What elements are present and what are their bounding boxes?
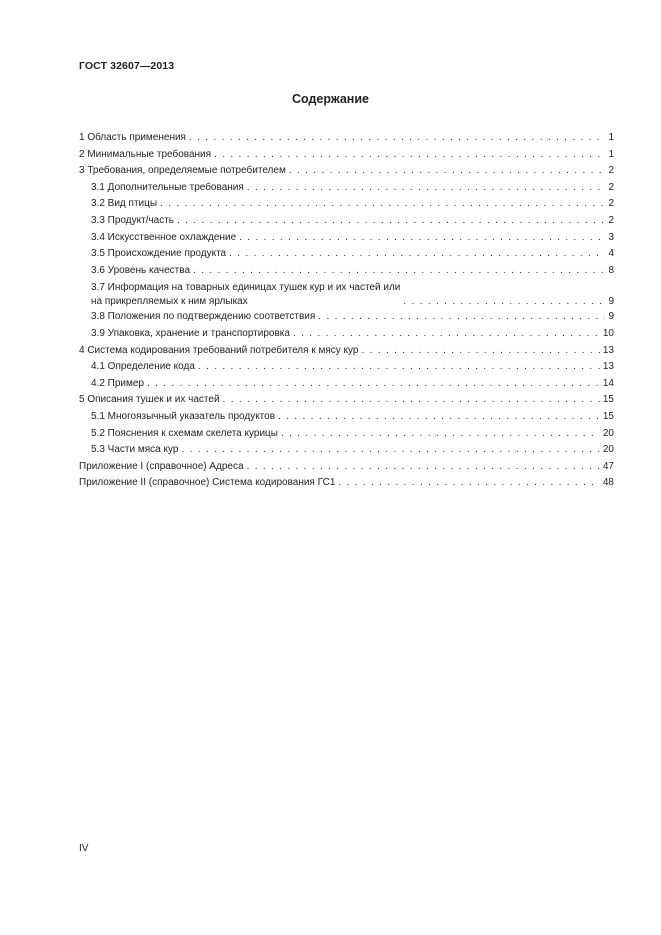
toc-entry-label: 3.5 Происхождение продукта xyxy=(91,248,227,260)
toc-entry-5-1[interactable] xyxy=(79,409,614,426)
toc-dot-leader xyxy=(214,147,605,164)
toc-entry-page: 8 xyxy=(608,264,614,276)
toc-entry-label: 4 Система кодирования требований потребителя к мясу кур xyxy=(79,344,359,356)
toc-entry-label: Приложение I (справочное) Адреса xyxy=(79,460,244,472)
toc-entry-page: 48 xyxy=(602,477,614,489)
toc-entry-page: 2 xyxy=(608,165,614,177)
toc-entry-5-2[interactable] xyxy=(79,426,614,443)
toc-entry-3[interactable] xyxy=(79,163,614,180)
toc-entry-4[interactable] xyxy=(79,343,614,360)
toc-entry-4-1[interactable] xyxy=(79,359,614,376)
toc-entry-label-line-1: 3.7 Информация на товарных единицах тушек кур и их частей или xyxy=(91,282,401,294)
toc-dot-leader xyxy=(229,246,605,263)
toc-entry-page: 20 xyxy=(602,427,614,439)
toc-entry-page: 4 xyxy=(608,248,614,260)
toc-entry-page: 1 xyxy=(608,148,614,160)
toc-dot-leader xyxy=(278,409,600,426)
toc-entry-page: 2 xyxy=(608,214,614,226)
toc-entry-3-6[interactable] xyxy=(79,263,614,280)
toc-dot-leader xyxy=(223,392,600,409)
toc-entry-label: 3.8 Положения по подтверждению соответствия xyxy=(91,311,316,323)
toc-entry-appendix-2[interactable] xyxy=(79,475,614,492)
toc-entry-label: 3.1 Дополнительные требования xyxy=(91,181,244,193)
toc-dot-leader xyxy=(247,180,606,197)
toc-dot-leader xyxy=(189,130,605,147)
toc-dot-leader xyxy=(147,376,600,393)
page-number: IV xyxy=(79,843,89,854)
toc-entry-label: 5.3 Части мяса кур xyxy=(91,444,179,456)
toc-dot-leader xyxy=(293,326,600,343)
toc-entry-2[interactable] xyxy=(79,147,614,164)
toc-entry-label: 4.1 Определение кода xyxy=(91,361,195,373)
toc-entry-page: 14 xyxy=(602,377,614,389)
toc-entry-4-2[interactable] xyxy=(79,376,614,393)
toc-dot-leader xyxy=(177,213,605,230)
toc-entry-page: 47 xyxy=(602,460,614,472)
toc-entry-page: 2 xyxy=(608,198,614,210)
toc-dot-leader xyxy=(193,263,605,280)
toc-entry-3-3[interactable] xyxy=(79,213,614,230)
toc-entry-page: 15 xyxy=(602,394,614,406)
toc-entry-3-2[interactable] xyxy=(79,196,614,213)
toc-dot-leader xyxy=(362,343,600,360)
toc-entry-page: 10 xyxy=(602,327,614,339)
toc-dot-leader xyxy=(181,442,599,459)
toc-entry-1[interactable] xyxy=(79,130,614,147)
toc-entry-5-3[interactable] xyxy=(79,442,614,459)
toc-entry-label: 3.9 Упаковка, хранение и транспортировка xyxy=(91,327,290,339)
toc-entry-appendix-1[interactable] xyxy=(79,459,614,476)
standard-id-header: ГОСТ 32607—2013 xyxy=(79,60,175,72)
toc-dot-leader xyxy=(160,196,605,213)
toc-dot-leader xyxy=(281,426,600,443)
toc-entry-page: 1 xyxy=(608,132,614,143)
toc-entry-3-5[interactable] xyxy=(79,246,614,263)
toc-entry-label-line-2: на прикрепляемых к ним ярлыках xyxy=(91,295,248,307)
toc-entry-page: 9 xyxy=(608,295,614,307)
toc-entry-label: 4.2 Пример xyxy=(91,377,145,389)
toc-entry-page: 9 xyxy=(608,311,614,323)
toc-entry-label: 3.2 Вид птицы xyxy=(91,198,158,210)
toc-dot-leader xyxy=(338,475,599,492)
toc-dot-leader xyxy=(318,309,605,326)
toc-entry-label xyxy=(91,281,400,308)
toc-entry-label: 5.2 Пояснения к схемам скелета курицы xyxy=(91,427,278,439)
toc-entry-label: 1 Область применения xyxy=(79,132,186,143)
toc-entry-label: 3.6 Уровень качества xyxy=(91,264,191,276)
toc-entry-5[interactable] xyxy=(79,392,614,409)
toc-entry-label: 5 Описания тушек и их частей xyxy=(79,394,220,406)
toc-dot-leader xyxy=(247,459,600,476)
toc-entry-label: 3.3 Продукт/часть xyxy=(91,214,175,226)
toc-dot-leader xyxy=(198,359,600,376)
toc-dot-leader xyxy=(239,230,605,247)
toc-entry-3-1[interactable] xyxy=(79,180,614,197)
table-of-contents xyxy=(79,130,614,492)
toc-entry-page: 20 xyxy=(602,444,614,456)
toc-entry-label: Приложение II (справочное) Система кодирования ГС1 xyxy=(79,477,336,489)
toc-entry-label: 5.1 Многоязычный указатель продуктов xyxy=(91,410,276,422)
toc-entry-page: 3 xyxy=(608,231,614,243)
toc-entry-label: 3 Требования, определяемые потребителем xyxy=(79,165,286,177)
toc-entry-page: 15 xyxy=(602,410,614,422)
toc-entry-3-8[interactable] xyxy=(79,309,614,326)
toc-dot-leader xyxy=(289,163,606,180)
page-title: Содержание xyxy=(291,92,369,106)
toc-entry-3-7[interactable] xyxy=(79,279,614,309)
toc-entry-page: 13 xyxy=(602,344,614,356)
toc-entry-3-9[interactable] xyxy=(79,326,614,343)
toc-dot-leader xyxy=(403,295,605,309)
toc-entry-page: 2 xyxy=(608,181,614,193)
toc-entry-label: 2 Минимальные требования xyxy=(79,148,212,160)
toc-entry-page: 13 xyxy=(602,361,614,373)
toc-entry-3-4[interactable] xyxy=(79,230,614,247)
toc-entry-label: 3.4 Искусственное охлаждение xyxy=(91,231,237,243)
